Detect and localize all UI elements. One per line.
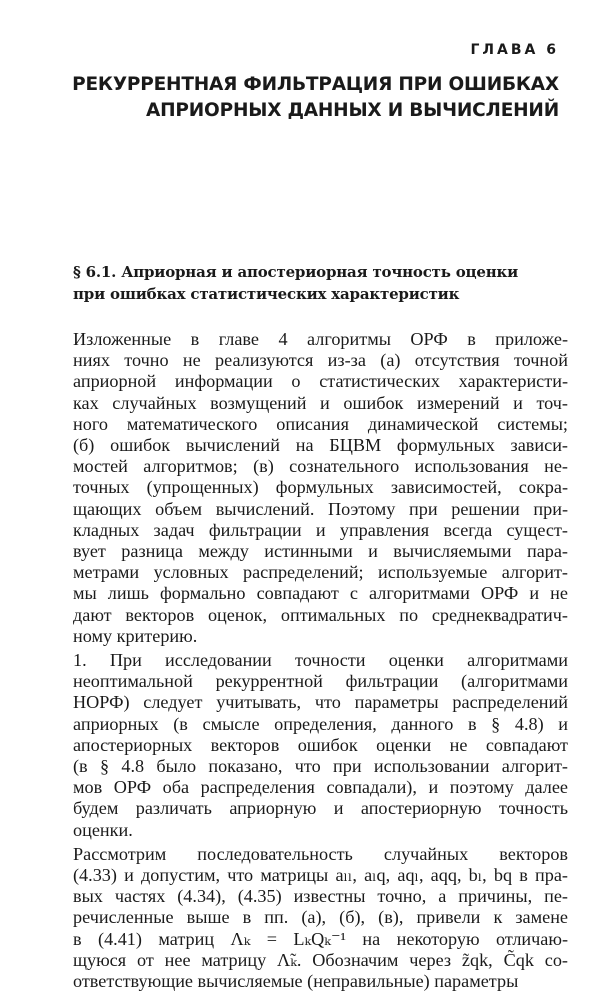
text-line: оценки.: [73, 819, 133, 840]
text-line: (б) ошибок вычислений на БЦВМ формульных зависи-: [73, 435, 568, 456]
text-line: НОРФ) следует учитывать, что параметры распределений: [73, 692, 568, 713]
chapter-title: [59, 72, 559, 124]
text-line: ного математического описания динамической системы;: [73, 413, 568, 434]
section-title-line: § 6.1. Априорная и апостериорная точность оценки: [73, 263, 519, 281]
text-line: неоптимальной рекуррентной фильтрации (алгоритмами: [73, 671, 568, 692]
paragraph: [73, 650, 568, 841]
text-line: 1. При исследовании точности оценки алгоритмами: [73, 650, 568, 671]
text-line: априорных (в смысле определения, данного в § 4.8) и: [73, 713, 568, 734]
text-line: речисленные выше в пп. (а), (б), (в), привели к замене: [73, 907, 568, 928]
text-line: мов ОРФ оба распределения совпадали), и поэтому далее: [73, 777, 568, 798]
text-line: ках случайных возмущений и ошибок измерений и точ-: [73, 392, 568, 413]
chapter-title-line: АПРИОРНЫХ ДАННЫХ И ВЫЧИСЛЕНИЙ: [146, 100, 559, 121]
text-line: щуюся от нее матрицу Λ̃ₖ. Обозначим через z̃qk, C̃qk со-: [73, 949, 568, 970]
text-line: в (4.41) матриц Λₖ = LₖQₖ⁻¹ на некоторую отличаю-: [73, 928, 568, 949]
paragraph: [73, 329, 568, 647]
text-line: метрами условных распределений; используемые алгорит-: [73, 562, 568, 583]
text-line: щающих объем вычислений. Поэтому при решении при-: [73, 498, 568, 519]
section-title-line: при ошибках статистических характеристик: [73, 285, 460, 303]
text-line: апостериорных векторов ошибок оценки не совпадают: [73, 734, 568, 755]
text-line: мостей алгоритмов; (в) сознательного использования не-: [73, 456, 568, 477]
chapter-label: ГЛАВА 6: [470, 42, 559, 58]
text-line: ному критерию.: [73, 625, 198, 646]
text-line: кладных задач фильтрации и управления всегда сущест-: [73, 519, 568, 540]
text-line: будем различать априорную и апостериорную точность: [73, 798, 568, 819]
text-line: вых частях (4.34), (4.35) известны точно, а причины, пе-: [73, 886, 568, 907]
text-line: мы лишь формально совпадают с алгоритмами ОРФ и не: [73, 583, 568, 604]
body-text: [73, 329, 568, 992]
text-line: ответствующие вычисляемые (неправильные) параметры: [73, 971, 519, 992]
paragraph: [73, 844, 568, 992]
section-title: [73, 261, 573, 305]
text-line: (в § 4.8 было показано, что при использовании алгорит-: [73, 756, 568, 777]
text-line: (4.33) и допустим, что матрицы aₗₗ, aₗq, aqₗ, aqq, bₗ, bq в пра-: [73, 865, 568, 886]
chapter-title-line: РЕКУРРЕНТНАЯ ФИЛЬТРАЦИЯ ПРИ ОШИБКАХ: [72, 74, 559, 95]
text-line: дают векторов оценок, оптимальных по среднеквадратич-: [73, 604, 568, 625]
text-line: ниях точно не реализуются из-за (а) отсутствия точной: [73, 350, 568, 371]
text-line: Рассмотрим последовательность случайных векторов: [73, 843, 568, 864]
text-line: Изложенные в главе 4 алгоритмы ОРФ в приложе-: [73, 329, 568, 349]
text-line: вует разница между истинными и вычисляемыми пара-: [73, 541, 568, 562]
text-line: точных (упрощенных) формульных зависимостей, сокра-: [73, 477, 568, 498]
text-line: априорной информации о статистических характеристи-: [73, 371, 568, 392]
